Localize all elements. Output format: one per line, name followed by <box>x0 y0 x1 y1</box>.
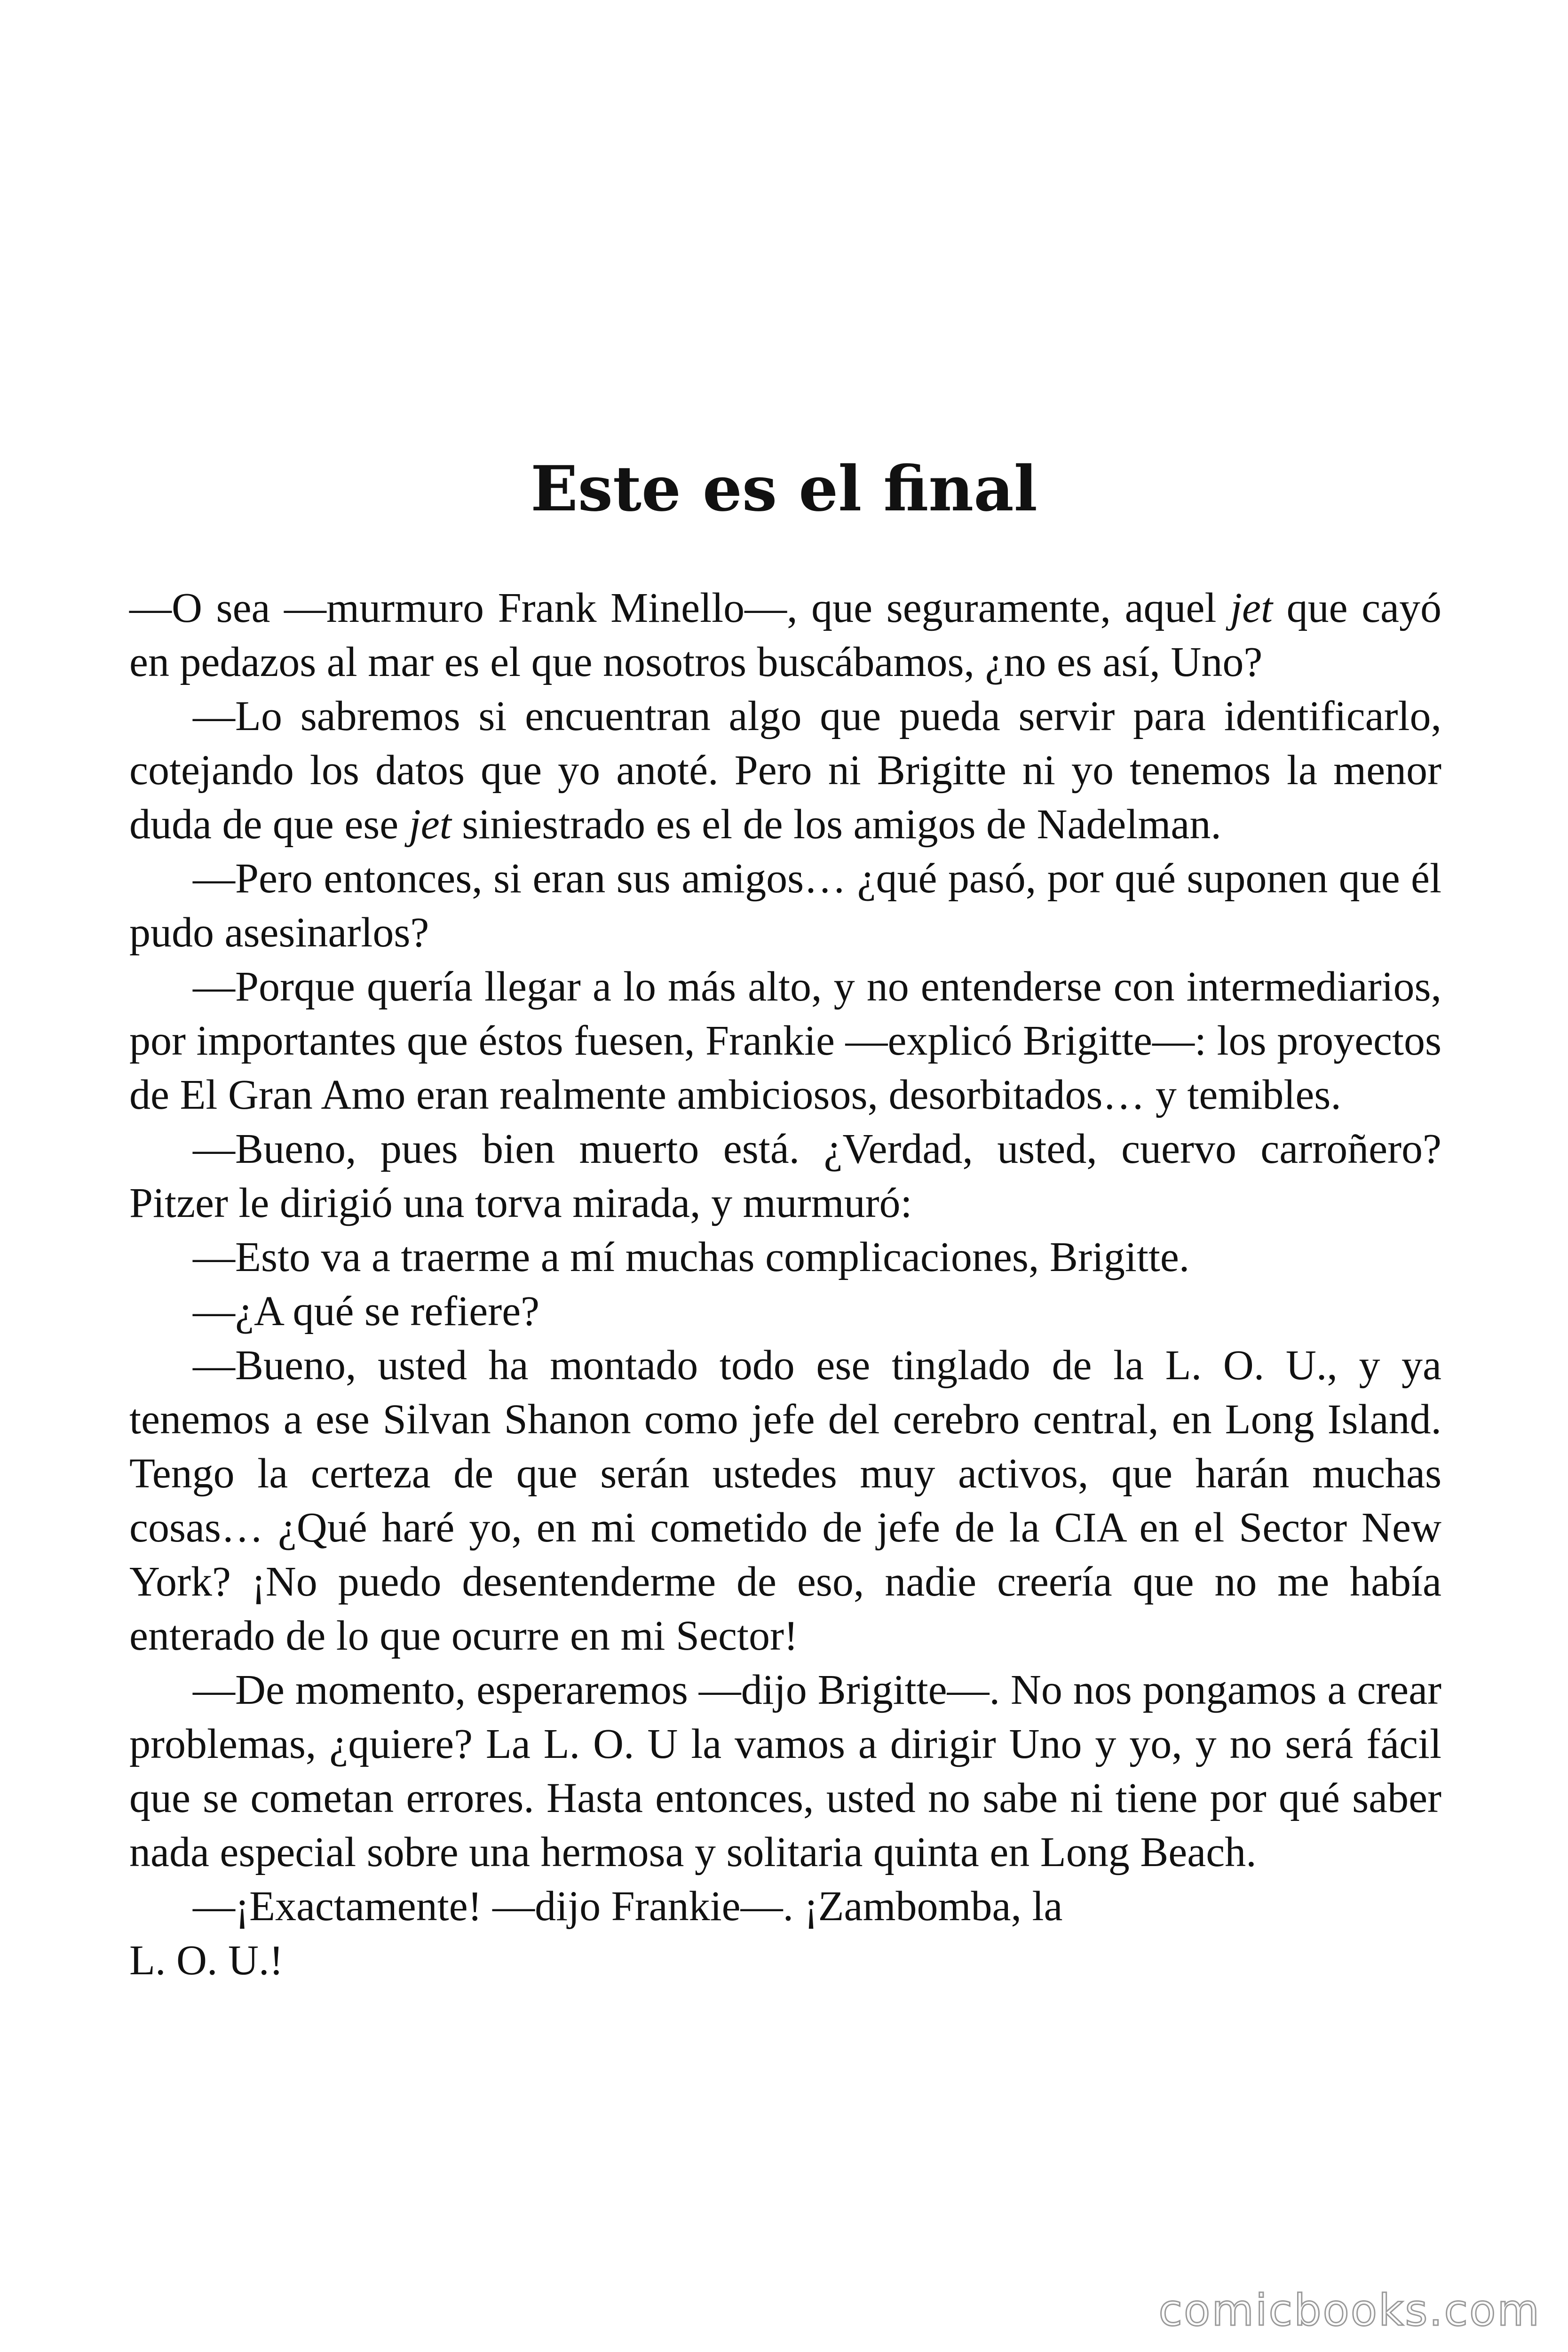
paragraph-10-text-b: L. O. U.! <box>129 1937 284 1984</box>
paragraph-8 <box>129 1338 1441 1663</box>
paragraph-6-text: —Esto va a traerme a mí muchas complicaciones, Brigitte. <box>193 1234 1190 1280</box>
paragraph-8-text: —Bueno, usted ha montado todo ese tinglado de la L. O. U., y ya tenemos a ese Silvan Shanon como jefe del cerebro central, en Long Island. Tengo la certeza de que serán ustedes muy activos, que harán muchas cosas… ¿Qué haré yo, en mi cometido de jefe de la CIA en el Sector New York? ¡No puedo desentenderme de eso, nadie creería que no me había enterado de lo que ocurre en mi Sector! <box>129 1342 1441 1659</box>
paragraph-9 <box>129 1663 1441 1879</box>
paragraph-4 <box>129 960 1441 1122</box>
paragraph-2-text-a: —Lo sabremos si encuentran algo que pueda servir para identificarlo, cotejando los datos que yo anoté. Pero ni Brigitte ni yo tenemos la menor duda de que ese <box>129 693 1441 848</box>
paragraph-4-text: —Porque quería llegar a lo más alto, y no entenderse con intermediarios, por importantes que éstos fuesen, Frankie —explicó Brigitte—: los proyectos de El Gran Amo eran realmente ambiciosos, desorbitados… y temibles. <box>129 963 1441 1118</box>
paragraph-10-text-a: —¡Exactamente! —dijo Frankie—. ¡Zambomba, la <box>193 1883 1063 1930</box>
watermark-logo: comicbooks.com <box>1158 2285 1541 2336</box>
paragraph-1-italic-jet: jet <box>1230 585 1273 631</box>
chapter-body <box>129 581 1441 1987</box>
paragraph-3-text: —Pero entonces, si eran sus amigos… ¿qué pasó, por qué suponen que él pudo asesinarlos? <box>129 855 1441 956</box>
paragraph-2 <box>129 689 1441 851</box>
paragraph-9-text: —De momento, esperaremos —dijo Brigitte—. No nos pongamos a crear problemas, ¿quiere? La L. O. U la vamos a dirigir Uno y yo, y no será fácil que se cometan errores. Hasta entonces, usted no sabe ni tiene por qué saber nada especial sobre una hermosa y solitaria quinta en Long Beach. <box>129 1667 1441 1875</box>
chapter-title: Este es el final <box>531 453 1037 525</box>
paragraph-7 <box>129 1284 1441 1338</box>
paragraph-3 <box>129 851 1441 960</box>
paragraph-1 <box>129 581 1441 689</box>
paragraph-2-text-b: siniestrado es el de los amigos de Nadelman. <box>451 801 1221 848</box>
paragraph-10 <box>129 1879 1441 1987</box>
paragraph-7-text: —¿A qué se refiere? <box>193 1288 540 1335</box>
paragraph-5 <box>129 1122 1441 1230</box>
paragraph-1-text-b: que cayó en pedazos al mar es el que nosotros buscábamos, ¿no es así, Uno? <box>129 585 1442 685</box>
paragraph-6 <box>129 1230 1441 1284</box>
paragraph-5-text: —Bueno, pues bien muerto está. ¿Verdad, usted, cuervo carroñero? Pitzer le dirigió una torva mirada, y murmuró: <box>129 1126 1441 1226</box>
paragraph-2-italic-jet: jet <box>409 801 451 848</box>
paragraph-1-text-a: —O sea —murmuro Frank Minello—, que seguramente, aquel <box>129 585 1231 631</box>
